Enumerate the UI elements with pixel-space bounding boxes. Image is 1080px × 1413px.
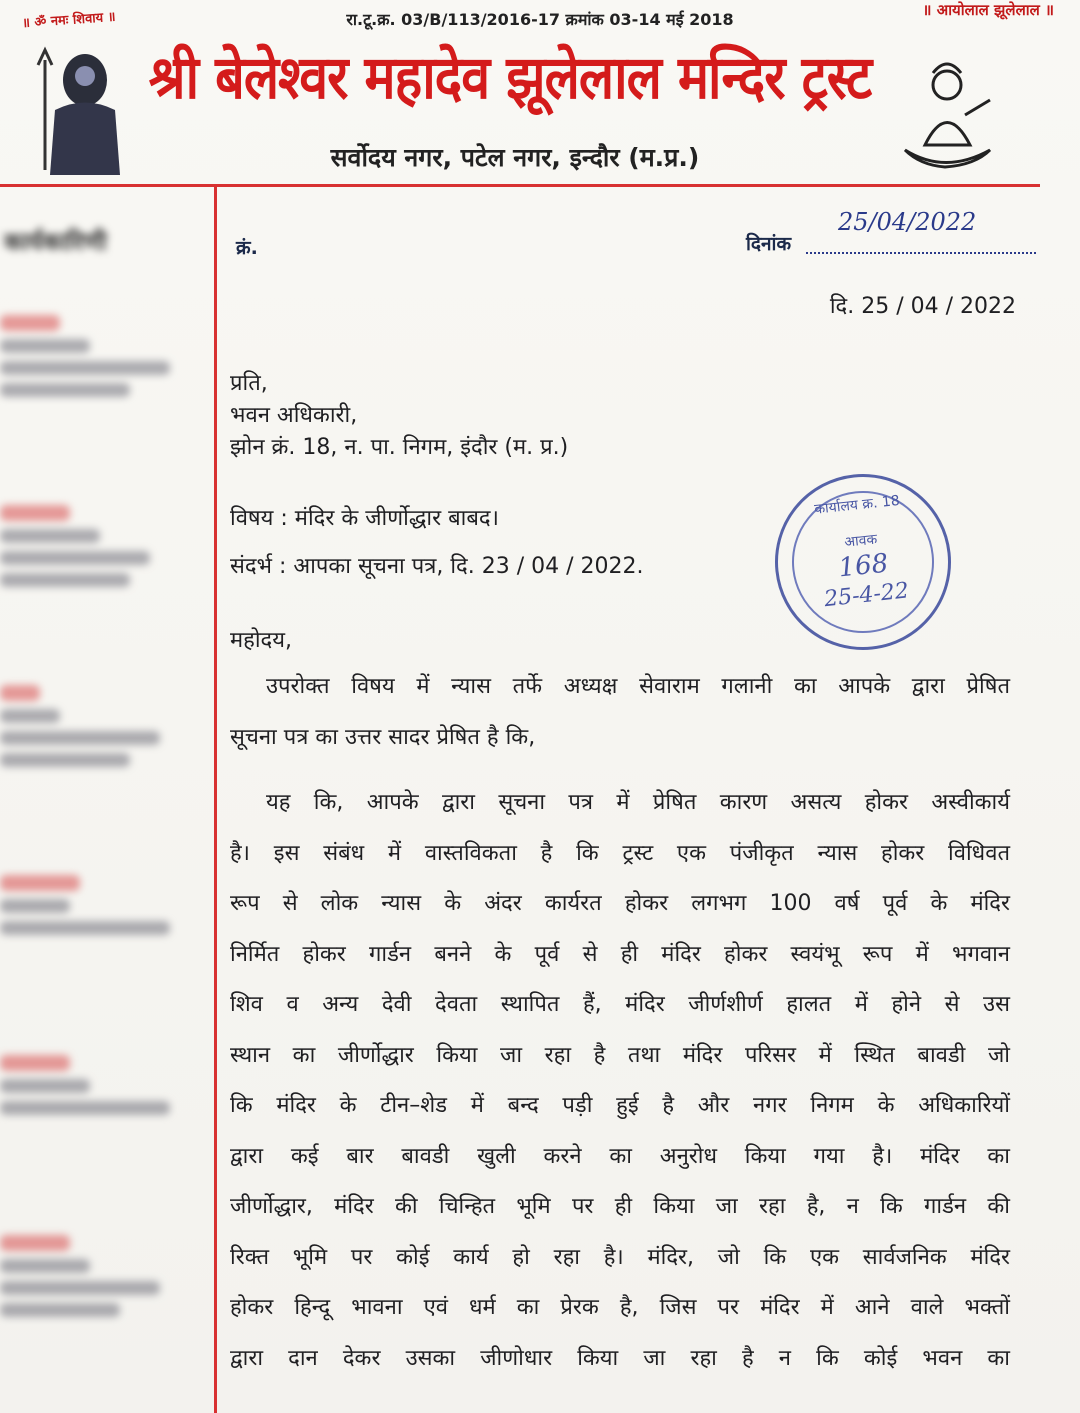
text-line: कि मंदिर के टीन–शेड में बन्द पड़ी हुई है और नगर निगम के अधिकारियों <box>230 1093 1010 1118</box>
text-line: यह कि, आपके द्वारा सूचना पत्र में प्रेषित कारण असत्य होकर अस्वीकार्य <box>266 790 1010 815</box>
text-line: होकर हिन्दू भावना एवं धर्म का प्रेरक है, जिस पर मंदिर में आने वाले भक्तों <box>230 1295 1010 1320</box>
text-line: उपरोक्त विषय में न्यास तर्फे अध्यक्ष सेवाराम गलानी का आपके द्वारा प्रेषित <box>266 674 1010 699</box>
subject-line: विषय : मंदिर के जीर्णोद्धार बाबद। <box>230 506 499 531</box>
text-line: शिव व अन्य देवी देवता स्थापित हैं, मंदिर जीर्णशीर्ण हालत में होने से उस <box>230 992 1010 1017</box>
committee-sidebar <box>0 195 210 1413</box>
date-label: दिनांक <box>746 233 792 255</box>
header-chant-left: ॥ ॐ नमः शिवाय ॥ <box>21 9 117 32</box>
salutation: महोदय, <box>230 628 292 653</box>
sidebar-divider <box>214 184 217 1413</box>
text-line: है। इस संबंध में वास्तविकता है कि ट्रस्ट एक पंजीकृत न्यास होकर विधिवत <box>230 840 1010 866</box>
trust-address: सर्वोदय नगर, पटेल नगर, इन्दौर (म.प्र.) <box>330 143 700 172</box>
recipient-line: भवन अधिकारी, <box>230 403 358 428</box>
shiva-logo-icon <box>30 40 130 180</box>
date-dotted-line <box>806 252 1036 254</box>
letter-date: दि. 25 / 04 / 2022 <box>829 294 1016 319</box>
sidebar-title: कार्यकारिणी <box>4 228 107 256</box>
recipient-block <box>230 368 568 464</box>
reference-number-label: क्रं. <box>236 237 258 259</box>
paragraph-2 <box>230 778 1010 1384</box>
recipient-line: झोन क्रं. 18, न. पा. निगम, इंदौर (म. प्र.) <box>230 435 569 460</box>
registration-number: रा.टू.क्र. 03/B/113/2016-17 क्रमांक 03-14 मई 2018 <box>346 10 734 29</box>
text-line: जीर्णोद्धार, मंदिर की चिन्हित भूमि पर ही किया जा रहा है, न कि गार्डन की <box>230 1194 1010 1219</box>
trust-name: श्री बेलेश्वर महादेव झूलेलाल मन्दिर ट्रस्ट <box>148 42 872 113</box>
reference-line: संदर्भ : आपका सूचना पत्र, दि. 23 / 04 / 2022. <box>230 554 644 579</box>
stamp-label: आवक <box>843 531 878 551</box>
text-line: द्वारा दान देकर उसका जीणोधार किया जा रहा है न कि कोई भवन का <box>230 1345 1010 1371</box>
text-line: सूचना पत्र का उत्तर सादर प्रेषित है कि, <box>230 724 536 750</box>
text-line: रूप से लोक न्यास के अंदर कार्यरत होकर लगभग 100 वर्ष पूर्व के मंदिर <box>230 891 1010 916</box>
text-line: रिक्त भूमि पर कोई कार्य हो रहा है। मंदिर, जो कि एक सार्वजनिक मंदिर <box>230 1244 1010 1270</box>
header-chant-right: ॥ आयोलाल झूलेलाल ॥ <box>922 1 1054 19</box>
text-line: द्वारा कई बार बावडी खुली करने का अनुरोध किया गया है। मंदिर का <box>230 1143 1010 1169</box>
paragraph-1 <box>230 662 1010 763</box>
text-line: निर्मित होकर गार्डन बनने के पूर्व से ही मंदिर होकर स्वयंभू रूप में भगवान <box>230 941 1010 967</box>
header-divider <box>0 184 1040 187</box>
office-receipt-stamp <box>766 465 959 658</box>
jhulelal-logo-icon <box>895 55 1000 175</box>
stamp-number: 168 <box>837 548 890 584</box>
stamp-ring-text: कार्यालय क्र. 18 <box>813 492 901 518</box>
stamp-date: 25-4-22 <box>822 578 910 613</box>
recipient-line: प्रति, <box>230 371 268 396</box>
handwritten-date: 25/04/2022 <box>838 208 977 236</box>
text-line: स्थान का जीर्णोद्धार किया जा रहा है तथा मंदिर परिसर में स्थित बावडी जो <box>230 1042 1010 1068</box>
